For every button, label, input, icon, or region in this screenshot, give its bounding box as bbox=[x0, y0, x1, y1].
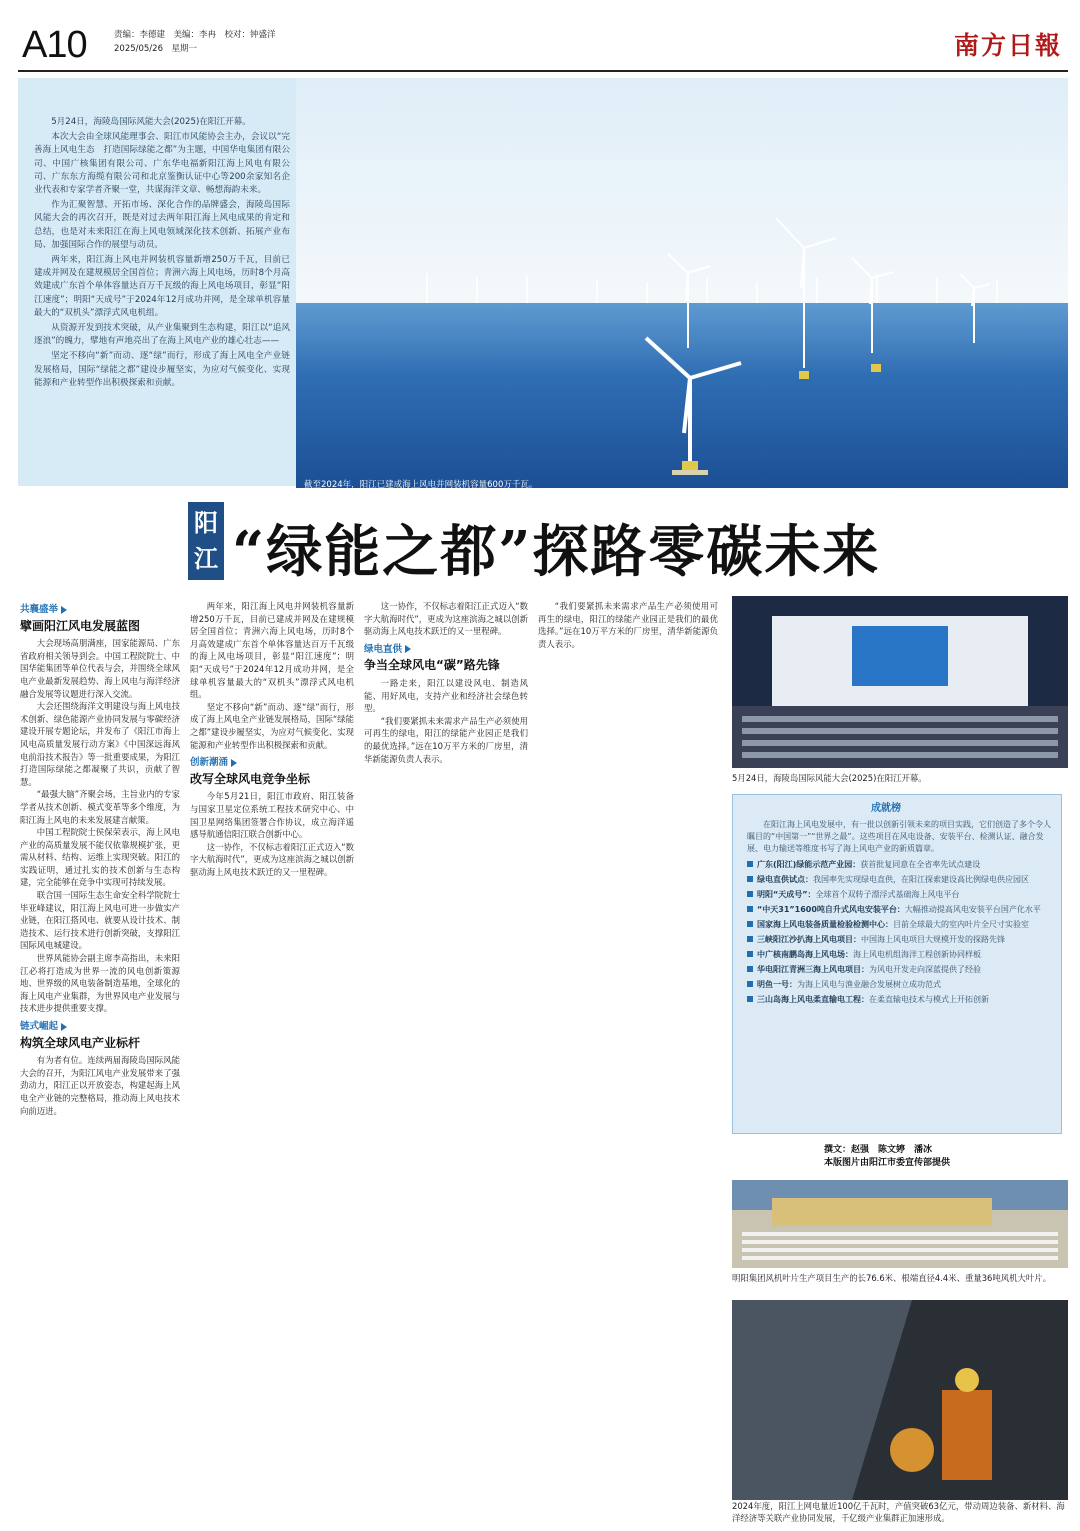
blade-factory-illustration bbox=[732, 1180, 1068, 1268]
achievement-board-title: 成就榜 bbox=[871, 803, 901, 814]
headline-kicker: 阳江 bbox=[188, 502, 224, 580]
credits-photo-source: 本版图片由阳江市委宣传部提供 bbox=[824, 1158, 951, 1168]
article-paragraph: 大会还围绕海洋文明建设与海上风电技术创新、绿色能源产业协同发展与零碳经济建设开展专题论坛，并发布了《阳江市海上风电高质量发展行动方案》《中国深远海风电前沿技术报告》等一批重要成果，为阳江打造国际绿能之都凝聚了共识，贡献了智慧。 bbox=[20, 701, 180, 787]
article-paragraph: 坚定不移向“新”而动、逐“绿”而行，形成了海上风电全产业链发展格局，国际“绿能之都”建设步履坚实，为应对气候变化、实现能源和产业转型作出积极探索和贡献。 bbox=[190, 701, 354, 750]
achievement-desc: 我国率先实现绿电直供，在阳江探索建设高比例绿电供应园区 bbox=[813, 875, 1029, 884]
headline-title: “绿能之都”探路零碳未来 bbox=[232, 519, 881, 585]
achievement-item bbox=[747, 919, 1055, 931]
intro-text bbox=[34, 116, 290, 392]
square-bullet-icon bbox=[747, 951, 753, 957]
article-paragraph: 这一协作，不仅标志着阳江正式迈入“数字大航海时代”，更成为这座滨海之城以创新驱动海上风电技术跃迁的又一里程碑。 bbox=[190, 841, 354, 877]
article-paragraph: 有为者有位。连续两届海陵岛国际风能大会的召开，为阳江风电产业发展带来了强劲动力，阳江正以开放姿态，构建起海上风电全产业链的完整格局，推动海上风电技术向前迈进。 bbox=[20, 1055, 180, 1116]
achievement-item bbox=[747, 859, 1055, 871]
arrow-right-icon bbox=[61, 606, 67, 614]
achievement-desc: 为海上风电与渔业融合发展树立成功范式 bbox=[797, 980, 941, 989]
achievement-name: 三峡阳江沙扒海上风电项目： bbox=[757, 935, 861, 944]
achievement-item bbox=[747, 874, 1055, 886]
square-bullet-icon bbox=[747, 876, 753, 882]
editor-line: 责编：李德建 美编：李冉 校对：钟盛洋 bbox=[114, 30, 276, 40]
section-kicker bbox=[20, 604, 180, 617]
page-header bbox=[18, 18, 1068, 68]
arrow-right-icon bbox=[231, 759, 237, 767]
achievement-desc: 在柔直输电技术与模式上开拓创新 bbox=[869, 995, 989, 1004]
article-paragraph: 一路走来，阳江以建设风电、制造风能、用好风电，支持产业和经济社会绿色转型。 bbox=[364, 677, 528, 714]
section-title: 构筑全球风电产业标杆 bbox=[20, 1035, 141, 1050]
achievement-name: 明阳“天成号”： bbox=[757, 890, 816, 899]
achievement-desc: 大幅推动提高风电安装平台国产化水平 bbox=[904, 905, 1041, 914]
intro-paragraph: 5月24日，海陵岛国际风能大会(2025)在阳江开幕。 bbox=[51, 117, 251, 127]
article-paragraph: “我们要紧抓未来需求产品生产必须使用可再生的绿电，阳江的绿能产业园正是我们的最优选择。”远在10万平方米的厂房里，清华新能源负责人表示。 bbox=[364, 715, 528, 764]
article-paragraph: “我们要紧抓未来需求产品生产必须使用可再生的绿电，阳江的绿能产业园正是我们的最优选择。”远在10万平方米的厂房里，清华新能源负责人表示。 bbox=[538, 601, 718, 649]
worker-caption: 2024年度，阳江上网电量近100亿千瓦时，产值突破63亿元，带动周边装备、新材料、海洋经济等关联产业协同发展，千亿级产业集群正加速形成。 bbox=[732, 1501, 1065, 1523]
achievement-desc: 全球首个双转子漂浮式基础海上风电平台 bbox=[815, 890, 960, 899]
intro-paragraph: 从资源开发到技术突破，从产业集聚到生态构建，阳江以“追风逐浪”的魄力，擘地有声地亮出了在海上风电产业的雄心壮志—— bbox=[34, 323, 290, 347]
article-column-4 bbox=[538, 600, 718, 1520]
achievement-item bbox=[747, 994, 1055, 1006]
achievement-name: 明鱼一号： bbox=[757, 980, 797, 989]
welding-worker-illustration bbox=[732, 1300, 1068, 1500]
article-paragraph: 世界风能协会副主席李高指出，未来阳江必将打造成为世界一流的风电创新策源地、世界级的风电装备制造基地，全球化的海上风电产业集群，为世界风电产业发展与技术进步提供重要支撑。 bbox=[20, 953, 180, 1014]
section-kicker bbox=[190, 757, 354, 770]
achievement-desc: 海上风电机组海洋工程创新协同样板 bbox=[853, 950, 981, 959]
conference-caption: 5月24日，海陵岛国际风能大会(2025)在阳江开幕。 bbox=[732, 773, 927, 783]
achievement-item bbox=[747, 979, 1055, 991]
square-bullet-icon bbox=[747, 981, 753, 987]
hero-photo-offshore-wind-farm bbox=[296, 78, 1068, 488]
achievement-desc: 中国海上风电项目大规模开发的探路先锋 bbox=[861, 935, 1005, 944]
achievement-board bbox=[732, 794, 1062, 1134]
square-bullet-icon bbox=[747, 861, 753, 867]
achievement-item bbox=[747, 889, 1055, 901]
achievement-name: 绿电直供试点： bbox=[757, 875, 813, 884]
square-bullet-icon bbox=[747, 996, 753, 1002]
section-title: 争当全球风电“碳”路先锋 bbox=[364, 658, 500, 673]
achievement-item bbox=[747, 949, 1055, 961]
conference-photo bbox=[732, 596, 1068, 768]
section-title: 擘画阳江风电发展蓝图 bbox=[20, 618, 141, 633]
achievement-name: “中天31”1600吨自升式风电安装平台： bbox=[757, 905, 905, 914]
hero-caption: 截至2024年，阳江已建成海上风电并网装机容量600万千瓦。 bbox=[304, 480, 538, 490]
credits-writers: 撰文：赵强 陈文婷 潘冰 bbox=[824, 1145, 933, 1155]
section-kicker bbox=[364, 644, 528, 657]
achievement-item bbox=[747, 964, 1055, 976]
achievement-name: 中广核南鹏岛海上风电场： bbox=[757, 950, 853, 959]
section-kicker bbox=[20, 1021, 180, 1034]
arrow-right-icon bbox=[405, 645, 411, 653]
article-column-3 bbox=[364, 600, 528, 1520]
intro-paragraph: 本次大会由全球风能理事会、阳江市风能协会主办，会议以“完善海上风电生态 打造国际绿能之都”为主题，中国华电集团有限公司、中国广核集团有限公司、广东华电福新阳江海上风电有限公司、广东东方海缆有限公司和北京鉴衡认证中心等200余家知名企业代表和专家学者齐聚一堂，共谋海洋文章、畅想海韵未来。 bbox=[34, 132, 290, 196]
achievement-item bbox=[747, 934, 1055, 946]
achievement-name: 国家海上风电装备质量检验检测中心： bbox=[757, 920, 893, 929]
section-kicker-label: 创新潮涌 bbox=[190, 757, 229, 769]
achievement-list bbox=[747, 859, 1055, 1009]
article-paragraph: 大会现场高朋满座，国家能源局、广东省政府相关领导到会。中国工程院院士、中国华能集团等单位代表与会，并围绕全球风电产业最新发展趋势、海上风电与海洋经济融合发展等议题进行深入交流。 bbox=[20, 638, 180, 699]
section-title: 改写全球风电竞争坐标 bbox=[190, 771, 311, 786]
achievement-name: 华电阳江青洲三海上风电项目： bbox=[757, 965, 869, 974]
article-paragraph: 这一协作，不仅标志着阳江正式迈入“数字大航海时代”，更成为这座滨海之城以创新驱动海上风电技术跃迁的又一里程碑。 bbox=[364, 601, 528, 637]
square-bullet-icon bbox=[747, 891, 753, 897]
achievement-name: 广东(阳江)绿能示范产业园： bbox=[757, 860, 861, 869]
header-divider bbox=[18, 70, 1068, 72]
intro-paragraph: 作为汇聚智慧、开拓市场、深化合作的品牌盛会，海陵岛国际风能大会的再次召开，既是对过去两年阳江海上风电成果的肯定和总结，也是对未来阳江在海上风电领域深化技术创新、拓展产业布局、加强国际合作的展望与动员。 bbox=[34, 200, 290, 250]
square-bullet-icon bbox=[747, 966, 753, 972]
conference-hall-illustration bbox=[732, 596, 1068, 768]
wind-farm-illustration bbox=[296, 78, 1068, 488]
article-paragraph: 联合国一国际生态生命安全科学院院士毕亚峰建议，阳江海上风电可进一步做实产业链，在阳江搭风电、就要从设计技术、制造技术、运行技术进行创新突破，支撑阳江国际风电城建设。 bbox=[20, 890, 180, 951]
article-paragraph: 今年5月21日，阳江市政府、阳江装备与国家卫星定位系统工程技术研究中心、中国卫星网络集团签署合作协议，成立海洋遥感导航通信阳江联合创新中心。 bbox=[190, 791, 354, 840]
article-paragraph: “最强大脑”齐聚会场，主旨业内的专家学者从技术创新、模式变革等多个维度，为阳江海上风电的未来发展建言献策。 bbox=[20, 789, 180, 825]
achievement-desc: 为风电开发走向深蓝提供了经验 bbox=[869, 965, 981, 974]
arrow-right-icon bbox=[61, 1023, 67, 1031]
intro-paragraph: 坚定不移向“新”而动、逐“绿”而行，形成了海上风电全产业链发展格局，国际“绿能之都”建设步履坚实，为应对气候变化、实现能源和产业转型作出积极探索和贡献。 bbox=[34, 351, 290, 388]
date-line: 2025/05/26 星期一 bbox=[114, 44, 197, 54]
achievement-item bbox=[747, 904, 1055, 916]
article-paragraph: 中国工程院院士侯保荣表示，海上风电产业的高质量发展不能仅依靠规模扩张，更需从材料、结构、运维上实现突破。阳江的实践证明，通过扎实的技术创新与生态构建，完全能够在竞争中实现可持续发展。 bbox=[20, 827, 180, 888]
achievement-name: 三山岛海上风电柔直输电工程： bbox=[757, 995, 869, 1004]
square-bullet-icon bbox=[747, 906, 753, 912]
intro-paragraph: 两年来，阳江海上风电并网装机容量新增250万千瓦，目前已建成并网及在建规模居全国首位；青洲六海上风电场，历时8个月高效建成广东首个单体容量达百万千瓦级的海上风电场项目，彰显“阳江速度”；明阳“天成号”于2024年12月成功并网，是全球单机容量最大的“双机头”漂浮式风电机组。 bbox=[34, 255, 290, 318]
achievement-board-intro: 在阳江海上风电发展中，有一批以创新引领未来的项目实践，它们创造了多个令人瞩目的“中国第一”“世界之最”。这些项目在风电设备、安装平台、检测认证、融合发展、电力输送等维度书写了海上风电产业的新质篇章。 bbox=[747, 820, 1051, 853]
intro-panel bbox=[18, 78, 296, 486]
worker-photo bbox=[732, 1300, 1068, 1500]
achievement-desc: 获首批复同意在全省率先试点建设 bbox=[860, 860, 981, 869]
article-paragraph: 两年来，阳江海上风电并网装机容量新增250万千瓦，目前已建成并网及在建规模居全国首位；青洲六海上风电场，历时8个月高效建成广东首个单体容量达百万千瓦级的海上风电场项目，彰显“阳江速度”；明阳“天成号”于2024年12月成功并网，是全球单机容量最大的“双机头”漂浮式风电机组。 bbox=[190, 601, 354, 700]
page-meta bbox=[114, 28, 276, 56]
section-kicker-label: 绿电直供 bbox=[364, 643, 403, 655]
page-number: A10 bbox=[22, 24, 87, 66]
section-kicker-label: 链式崛起 bbox=[20, 1021, 59, 1032]
factory-caption: 明阳集团风机叶片生产项目生产的长76.6米、根端直径4.4米、重量36吨风机大叶片。 bbox=[732, 1273, 1051, 1283]
factory-photo bbox=[732, 1180, 1068, 1268]
square-bullet-icon bbox=[747, 936, 753, 942]
masthead-logo: 南方日報 bbox=[953, 31, 1062, 60]
article-column-2 bbox=[190, 600, 354, 1520]
credits bbox=[824, 1144, 950, 1170]
achievement-desc: 目前全球最大的室内叶片全尺寸实验室 bbox=[893, 920, 1029, 929]
square-bullet-icon bbox=[747, 921, 753, 927]
article-column-1 bbox=[20, 600, 180, 1520]
section-kicker-label: 共襄盛举 bbox=[20, 604, 59, 615]
